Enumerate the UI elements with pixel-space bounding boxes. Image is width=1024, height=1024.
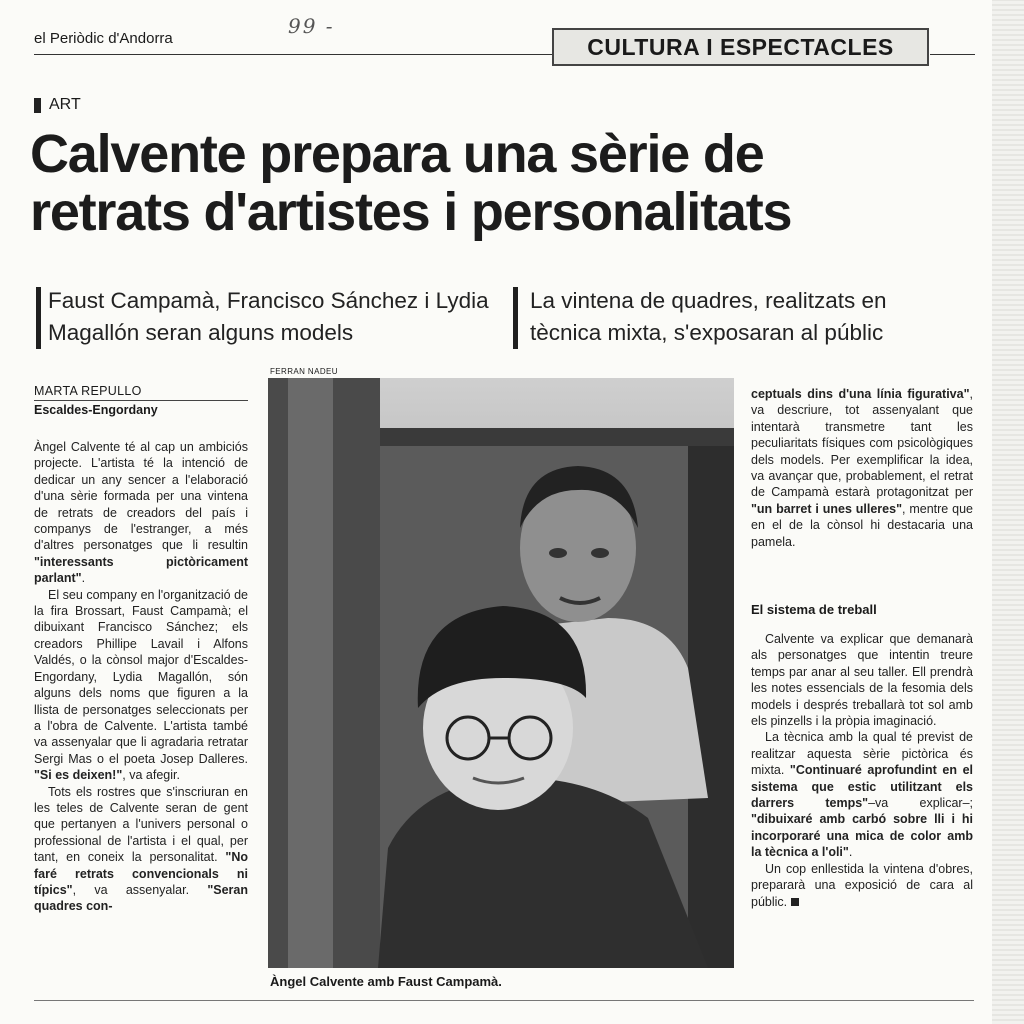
paragraph	[751, 729, 973, 860]
headline: Calvente prepara una sèrie de retrats d'artistes i personalitats	[30, 124, 792, 242]
subhead-right: La vintena de quadres, realitzats en tècnica mixta, s'exposaran al públic	[530, 288, 887, 345]
article-column-3-continued	[751, 631, 973, 910]
header-rule	[34, 54, 554, 55]
text: La tècnica amb la qual té previst de realitzar aquesta sèrie pictòrica és mixta.	[751, 730, 973, 778]
text: .	[848, 845, 853, 860]
article-column-3	[751, 386, 973, 550]
quote: "Si es deixen!"	[34, 768, 123, 783]
text: Tots els rostres que s'inscriuran en les teles de Calvente seran de gent que pertanyen a l'univers personal o professional de l'artista i el qual, per tant, en coneix la personalitat.	[34, 784, 248, 865]
text: .	[81, 571, 86, 586]
publication-name: el Periòdic d'Andorra	[34, 30, 173, 47]
quote: "un barret i unes ulleres"	[751, 501, 902, 516]
text: , mentre que en el de la cònsol hi destacaria una pamela.	[751, 501, 973, 549]
paragraph: Calvente va explicar que demanarà als personatges que intentin treure temps par anar al seu taller. Ell prendrà les notes essencials de la fesomia dels models i després treballarà tot sol amb els pinzells i la pròpia imaginació.	[751, 632, 973, 729]
tag-label: ART	[49, 96, 81, 113]
quote: "interessants pictòricament parlant"	[34, 554, 248, 586]
handwritten-note: 99 -	[288, 14, 335, 38]
text: –va explicar–;	[868, 796, 973, 811]
article-photo	[268, 378, 734, 968]
text: , va assenyalar.	[72, 882, 208, 897]
end-of-article-icon	[791, 898, 799, 906]
header-rule-right	[930, 54, 975, 55]
quote: "Continuaré aprofundint en el sistema que estic utilitzant els darrers temps"	[751, 763, 973, 811]
text: , va descriure, tot assenyalant que intentarà transmetre tant les peculiaritats físiques com psicològiques dels models. Per exemplificar la idea, va avançar que, probablement, el retrat de Campamà estarà protagonitzat per	[751, 387, 973, 500]
dateline-location: Escaldes-Engordany	[34, 403, 158, 417]
quote: "Seran quadres con-	[34, 882, 248, 914]
text: Un cop enllestida la vintena d'obres, prepararà una exposició de cara al públic.	[751, 861, 973, 909]
article-tag	[34, 96, 81, 114]
section-subheading: El sistema de treball	[751, 602, 877, 617]
article-column-1	[34, 439, 248, 915]
bottom-rule	[34, 1000, 974, 1001]
scan-edge	[992, 0, 1024, 1024]
photo-caption: Àngel Calvente amb Faust Campamà.	[270, 974, 502, 989]
subhead-bar-right	[513, 287, 518, 349]
paragraph	[34, 784, 248, 915]
quote: ceptuals dins d'una línia figurativa"	[751, 387, 970, 401]
text: , va afegir.	[122, 768, 180, 783]
photo-credit: FERRAN NADEU	[270, 367, 338, 376]
text: Àngel Calvente té al cap un ambiciós projecte. L'artista té la intenció de dedicar un any sencer a l'elaboració d'una sèrie formada per una vintena de retrats de creadors del país i companys de l'estranger, a més d'altres personatges que li resultin	[34, 440, 248, 553]
author-byline: MARTA REPULLO	[34, 384, 142, 398]
tag-marker-icon	[34, 98, 41, 113]
quote: "dibuixaré amb carbó sobre lli i hi incorporaré una mica de color amb la tècnica a l'oli"	[751, 812, 973, 860]
byline-rule	[34, 400, 248, 401]
subhead-left: Faust Campamà, Francisco Sánchez i Lydia Magallón seran alguns models	[48, 288, 489, 345]
photo-illustration	[268, 378, 734, 968]
text: El seu company en l'organització de la fira Brossart, Faust Campamà; el dibuixant Francisco Sánchez; els creadors Phillipe Lavail i Alfons Valdés, o la cònsol major d'Escaldes-Engordany, Lydia Magallón, són alguns dels noms que figuren a la llista de personatges seleccionats per a l'obra de Calvente. L'artista també va assenyalar que li agradaria retratar Sergi Mas o el poeta Josep Dalleres.	[34, 587, 248, 766]
paragraph	[34, 439, 248, 587]
paragraph	[751, 386, 973, 550]
section-title: CULTURA I ESPECTACLES	[587, 34, 894, 60]
subhead-bar-left	[36, 287, 41, 349]
paragraph	[751, 861, 973, 910]
paragraph	[34, 587, 248, 784]
quote: "No faré retrats convencionals ni típics"	[34, 850, 248, 897]
